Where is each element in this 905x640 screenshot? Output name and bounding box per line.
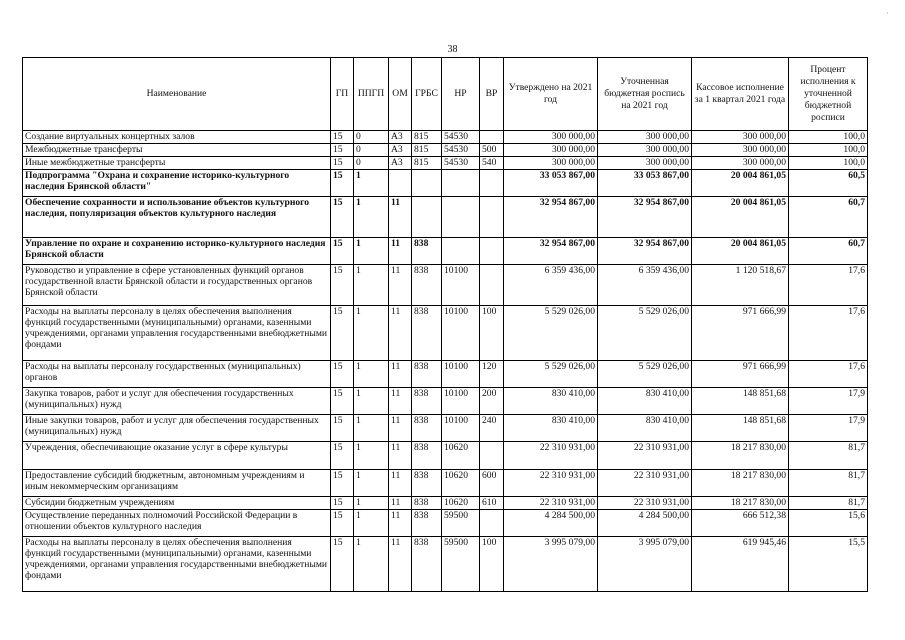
cell-percent: 17,9 [789, 388, 868, 415]
cell-np: 10620 [442, 442, 480, 470]
cell-grbs: 838 [412, 442, 442, 470]
cell-name: Иные закупки товаров, работ и услуг для обеспечения государственных (муниципальных) нужд [23, 415, 331, 442]
table-row [23, 415, 868, 442]
cell-vr [480, 510, 504, 537]
cell-om: А3 [389, 157, 412, 170]
cell-percent: 17,6 [789, 265, 868, 306]
cell-percent: 81,7 [789, 497, 868, 510]
header-np: НР [442, 58, 480, 131]
cell-om: 11 [389, 388, 412, 415]
cell-cash: 619 945,46 [692, 537, 789, 592]
cell-gp: 15 [331, 157, 354, 170]
cell-vr [480, 197, 504, 238]
header-ppgp: ППГП [354, 58, 389, 131]
cell-cash: 18 217 830,00 [692, 470, 789, 497]
cell-revised: 3 995 079,00 [598, 537, 692, 592]
cell-om: А3 [389, 131, 412, 144]
cell-approved: 5 529 026,00 [504, 361, 598, 388]
cell-approved: 4 284 500,00 [504, 510, 598, 537]
cell-grbs: 838 [412, 388, 442, 415]
cell-name: Субсидии бюджетным учреждениям [23, 497, 331, 510]
cell-revised: 830 410,00 [598, 415, 692, 442]
header-gp: ГП [331, 58, 354, 131]
cell-vr: 500 [480, 144, 504, 157]
table-row [23, 470, 868, 497]
cell-grbs: 815 [412, 157, 442, 170]
cell-om: 11 [389, 497, 412, 510]
cell-percent: 81,7 [789, 470, 868, 497]
cell-vr: 100 [480, 306, 504, 361]
cell-percent: 100,0 [789, 157, 868, 170]
cell-np: 54530 [442, 157, 480, 170]
cell-name: Учреждения, обеспечивающие оказание услуг в сфере культуры [23, 442, 331, 470]
cell-name: Закупка товаров, работ и услуг для обеспечения государственных (муниципальных) нужд [23, 388, 331, 415]
cell-np: 54530 [442, 144, 480, 157]
cell-om: 11 [389, 306, 412, 361]
cell-cash: 971 666,99 [692, 361, 789, 388]
cell-ppgp: 1 [354, 306, 389, 361]
table-row [23, 157, 868, 170]
cell-percent: 15,5 [789, 537, 868, 592]
cell-vr: 200 [480, 388, 504, 415]
table-row [23, 197, 868, 238]
scan-mark: · [886, 8, 889, 18]
header-name: Наименование [23, 58, 331, 131]
header-grbs: ГРБС [412, 58, 442, 131]
cell-grbs: 838 [412, 537, 442, 592]
cell-vr [480, 131, 504, 144]
cell-grbs [412, 170, 442, 197]
cell-np: 10620 [442, 470, 480, 497]
cell-np: 59500 [442, 537, 480, 592]
table-row [23, 265, 868, 306]
cell-grbs: 838 [412, 497, 442, 510]
cell-vr: 100 [480, 537, 504, 592]
table-header-row [23, 58, 868, 131]
cell-gp: 15 [331, 537, 354, 592]
cell-om: 11 [389, 361, 412, 388]
cell-gp: 15 [331, 238, 354, 265]
cell-revised: 5 529 026,00 [598, 306, 692, 361]
cell-grbs: 838 [412, 265, 442, 306]
cell-percent: 60,7 [789, 238, 868, 265]
cell-name: Иные межбюджетные трансферты [23, 157, 331, 170]
cell-percent: 60,5 [789, 170, 868, 197]
cell-np: 10100 [442, 265, 480, 306]
cell-gp: 15 [331, 415, 354, 442]
cell-ppgp: 1 [354, 442, 389, 470]
cell-percent: 17,9 [789, 415, 868, 442]
cell-cash: 148 851,68 [692, 415, 789, 442]
cell-revised: 22 310 931,00 [598, 442, 692, 470]
cell-revised: 4 284 500,00 [598, 510, 692, 537]
cell-approved: 830 410,00 [504, 388, 598, 415]
cell-grbs: 838 [412, 361, 442, 388]
cell-grbs: 838 [412, 238, 442, 265]
table-row [23, 442, 868, 470]
cell-om: 11 [389, 265, 412, 306]
cell-om: 11 [389, 442, 412, 470]
cell-vr [480, 442, 504, 470]
cell-ppgp: 1 [354, 497, 389, 510]
header-percent: Процент исполнения к уточненной бюджетной росписи [789, 58, 868, 131]
cell-ppgp: 0 [354, 144, 389, 157]
table-row [23, 170, 868, 197]
cell-np [442, 238, 480, 265]
cell-percent: 100,0 [789, 144, 868, 157]
table-row [23, 510, 868, 537]
cell-vr [480, 238, 504, 265]
cell-cash: 1 120 518,67 [692, 265, 789, 306]
table-row [23, 144, 868, 157]
cell-grbs: 838 [412, 470, 442, 497]
cell-gp: 15 [331, 442, 354, 470]
cell-np [442, 197, 480, 238]
cell-cash: 18 217 830,00 [692, 497, 789, 510]
cell-revised: 33 053 867,00 [598, 170, 692, 197]
cell-vr: 120 [480, 361, 504, 388]
cell-gp: 15 [331, 388, 354, 415]
cell-ppgp: 0 [354, 131, 389, 144]
page-number: 38 [447, 44, 458, 55]
cell-approved: 5 529 026,00 [504, 306, 598, 361]
cell-vr [480, 265, 504, 306]
cell-name: Расходы на выплаты персоналу в целях обеспечения выполнения функций государственными (муниципальными) органами, казенными учреждениями, органами управления государственными внебюджетными фондами [23, 306, 331, 361]
cell-ppgp: 1 [354, 510, 389, 537]
cell-revised: 300 000,00 [598, 157, 692, 170]
cell-om: 11 [389, 537, 412, 592]
cell-np: 10100 [442, 388, 480, 415]
cell-cash: 20 004 861,05 [692, 197, 789, 238]
cell-revised: 300 000,00 [598, 144, 692, 157]
cell-cash: 300 000,00 [692, 144, 789, 157]
cell-revised: 830 410,00 [598, 388, 692, 415]
cell-cash: 971 666,99 [692, 306, 789, 361]
cell-approved: 32 954 867,00 [504, 197, 598, 238]
cell-approved: 33 053 867,00 [504, 170, 598, 197]
table-row [23, 388, 868, 415]
cell-grbs: 838 [412, 510, 442, 537]
cell-np: 10100 [442, 306, 480, 361]
table-row [23, 537, 868, 592]
cell-name: Межбюджетные трансферты [23, 144, 331, 157]
cell-om: А3 [389, 144, 412, 157]
cell-grbs: 838 [412, 306, 442, 361]
cell-om: 11 [389, 415, 412, 442]
table-row [23, 131, 868, 144]
cell-vr: 540 [480, 157, 504, 170]
cell-vr [480, 170, 504, 197]
cell-name: Осуществление переданных полномочий Российской Федерации в отношении объектов культурного наследия [23, 510, 331, 537]
cell-gp: 15 [331, 170, 354, 197]
cell-gp: 15 [331, 470, 354, 497]
cell-name: Управление по охране и сохранению историко-культурного наследия Брянской области [23, 238, 331, 265]
cell-gp: 15 [331, 265, 354, 306]
cell-approved: 32 954 867,00 [504, 238, 598, 265]
cell-vr: 600 [480, 470, 504, 497]
cell-om: 11 [389, 510, 412, 537]
cell-ppgp: 1 [354, 265, 389, 306]
cell-revised: 22 310 931,00 [598, 470, 692, 497]
cell-np: 10620 [442, 497, 480, 510]
cell-revised: 5 529 026,00 [598, 361, 692, 388]
cell-np [442, 170, 480, 197]
cell-name: Расходы на выплаты персоналу государственных (муниципальных) органов [23, 361, 331, 388]
cell-gp: 15 [331, 306, 354, 361]
header-cash: Кассовое исполнение за 1 квартал 2021 года [692, 58, 789, 131]
cell-cash: 18 217 830,00 [692, 442, 789, 470]
cell-approved: 3 995 079,00 [504, 537, 598, 592]
cell-ppgp: 0 [354, 157, 389, 170]
cell-revised: 300 000,00 [598, 131, 692, 144]
cell-approved: 300 000,00 [504, 144, 598, 157]
cell-name: Обеспечение сохранности и использование объектов культурного наследия, популяризация объектов культурного наследия [23, 197, 331, 238]
cell-revised: 22 310 931,00 [598, 497, 692, 510]
cell-gp: 15 [331, 510, 354, 537]
cell-np: 59500 [442, 510, 480, 537]
cell-ppgp: 1 [354, 361, 389, 388]
cell-cash: 666 512,38 [692, 510, 789, 537]
cell-cash: 300 000,00 [692, 131, 789, 144]
cell-gp: 15 [331, 144, 354, 157]
header-approved: Утверждено на 2021 год [504, 58, 598, 131]
table-row [23, 238, 868, 265]
cell-gp: 15 [331, 197, 354, 238]
cell-grbs: 838 [412, 415, 442, 442]
cell-approved: 830 410,00 [504, 415, 598, 442]
cell-ppgp: 1 [354, 197, 389, 238]
cell-vr: 610 [480, 497, 504, 510]
cell-ppgp: 1 [354, 170, 389, 197]
cell-ppgp: 1 [354, 388, 389, 415]
cell-np: 10100 [442, 415, 480, 442]
cell-np: 10100 [442, 361, 480, 388]
cell-approved: 300 000,00 [504, 157, 598, 170]
cell-name: Создание виртуальных концертных залов [23, 131, 331, 144]
cell-np: 54530 [442, 131, 480, 144]
cell-revised: 32 954 867,00 [598, 197, 692, 238]
cell-approved: 22 310 931,00 [504, 497, 598, 510]
cell-percent: 17,6 [789, 306, 868, 361]
cell-percent: 100,0 [789, 131, 868, 144]
cell-percent: 17,6 [789, 361, 868, 388]
cell-grbs [412, 197, 442, 238]
cell-ppgp: 1 [354, 238, 389, 265]
cell-name: Подпрограмма "Охрана и сохранение историко-культурного наследия Брянской области" [23, 170, 331, 197]
cell-revised: 6 359 436,00 [598, 265, 692, 306]
cell-gp: 15 [331, 131, 354, 144]
cell-cash: 300 000,00 [692, 157, 789, 170]
cell-ppgp: 1 [354, 415, 389, 442]
cell-cash: 148 851,68 [692, 388, 789, 415]
cell-cash: 20 004 861,05 [692, 238, 789, 265]
cell-om: 11 [389, 470, 412, 497]
cell-name: Расходы на выплаты персоналу в целях обеспечения выполнения функций государственными (муниципальными) органами, казенными учреждениями, органами управления государственными внебюджетными фондами [23, 537, 331, 592]
header-revised: Уточненная бюджетная роспись на 2021 год [598, 58, 692, 131]
budget-execution-table [22, 57, 868, 592]
cell-om: 11 [389, 197, 412, 238]
cell-grbs: 815 [412, 131, 442, 144]
cell-percent: 15,6 [789, 510, 868, 537]
cell-approved: 300 000,00 [504, 131, 598, 144]
cell-gp: 15 [331, 361, 354, 388]
cell-grbs: 815 [412, 144, 442, 157]
cell-name: Предоставление субсидий бюджетным, автономным учреждениям и иным некоммерческим организациям [23, 470, 331, 497]
cell-percent: 60,7 [789, 197, 868, 238]
cell-approved: 22 310 931,00 [504, 470, 598, 497]
cell-cash: 20 004 861,05 [692, 170, 789, 197]
cell-om: 11 [389, 238, 412, 265]
cell-revised: 32 954 867,00 [598, 238, 692, 265]
cell-name: Руководство и управление в сфере установленных функций органов государственной власти Брянской области и государственных органов Брянской области [23, 265, 331, 306]
cell-om [389, 170, 412, 197]
cell-approved: 6 359 436,00 [504, 265, 598, 306]
cell-vr: 240 [480, 415, 504, 442]
table-row [23, 497, 868, 510]
cell-percent: 81,7 [789, 442, 868, 470]
cell-ppgp: 1 [354, 470, 389, 497]
header-vr: ВР [480, 58, 504, 131]
cell-approved: 22 310 931,00 [504, 442, 598, 470]
cell-gp: 15 [331, 497, 354, 510]
table-row [23, 361, 868, 388]
table-row [23, 306, 868, 361]
header-om: ОМ [389, 58, 412, 131]
table-body [23, 131, 868, 592]
cell-ppgp: 1 [354, 537, 389, 592]
